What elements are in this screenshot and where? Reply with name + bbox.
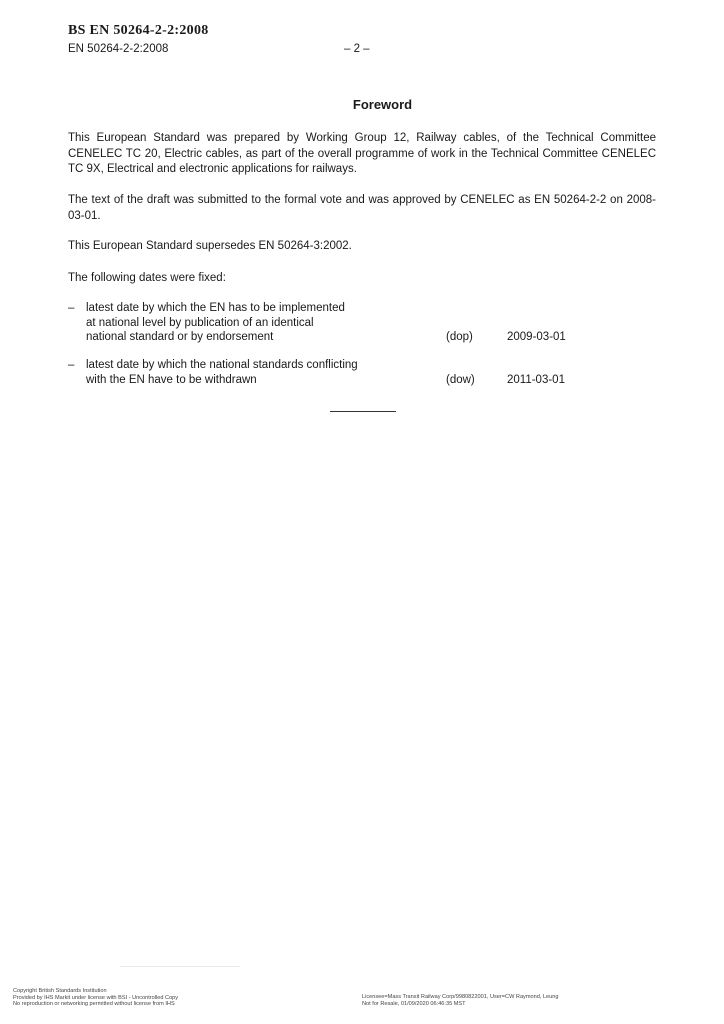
footer-copyright [13, 988, 178, 1008]
standard-number: BS EN 50264-2-2:2008 [68, 23, 209, 38]
date-value: 2009-03-01 [507, 331, 566, 343]
paragraph-approval: The text of the draft was submitted to the formal vote and was approved by CENELEC as EN 50264-2-2 on 2008-03-01. [68, 194, 656, 222]
faint-divider [120, 966, 240, 967]
list-item-text: latest date by which the national standards conflicting with the EN have to be withdrawn [86, 359, 358, 386]
list-dash: – [68, 302, 75, 314]
paragraph-supersedes: This European Standard supersedes EN 50264-3:2002. [68, 240, 352, 252]
date-abbreviation: (dop) [446, 331, 473, 343]
date-value: 2011-03-01 [507, 374, 565, 386]
date-abbreviation: (dow) [446, 374, 475, 386]
footer-license [362, 994, 559, 1007]
footer-line: Copyright British Standards Institution [13, 988, 107, 994]
footer-line: Provided by IHS Markit under license with BSI - Uncontrolled Copy [13, 994, 179, 1001]
foreword-heading [0, 97, 724, 112]
footer-line: Licensee=Mass Transit Railway Corp/9980822001, User=CW Raymond, Leung [362, 994, 559, 1000]
footer-line: Not for Resale, 01/09/2020 06:46:35 MST [362, 1000, 466, 1007]
sub-standard-number: EN 50264-2-2:2008 [68, 43, 169, 55]
foreword-heading-text: Foreword [352, 97, 413, 112]
paragraph-prepared-by: This European Standard was prepared by Working Group 12, Railway cables, of the Technical Committee CENELEC TC 20, Electric cables, as part of the overall programme of work in the Technical Committee CENELEC TC 9X, Electrical and electronic applications for railways. [68, 132, 656, 175]
page-number: – 2 – [344, 43, 370, 55]
end-rule-divider [330, 411, 396, 412]
list-item-text: latest date by which the EN has to be implemented at national level by publication of an identical national standard or by endorsement [86, 302, 345, 343]
footer-line: No reproduction or networking permitted without license from IHS [13, 1001, 175, 1008]
list-dash: – [68, 359, 75, 371]
paragraph-dates-fixed: The following dates were fixed: [68, 272, 226, 284]
